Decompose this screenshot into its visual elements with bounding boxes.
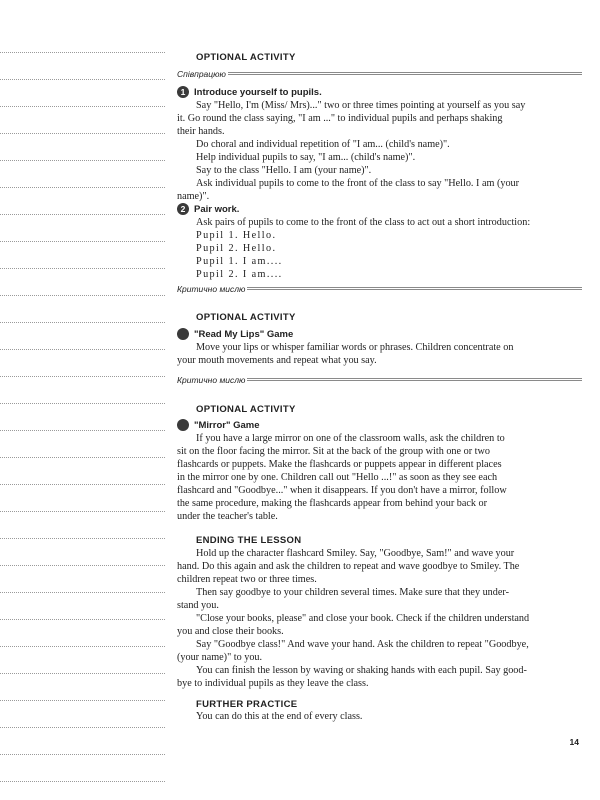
step-number-badge: 2 (177, 203, 189, 215)
text-line: Ask pairs of pupils to come to the front of the class to act out a short introduction: (196, 217, 531, 228)
text-line: the same procedure, making the flashcards appear from behind your back or (177, 498, 488, 509)
text-line: Say to the class "Hello. I am (your name)". (196, 165, 372, 176)
note-line (0, 457, 165, 458)
text-line: Then say goodbye to your children several times. Make sure that they under- (196, 587, 509, 598)
text-line: hand. Do this again and ask the children to repeat and wave goodbye to Smiley. The (177, 561, 520, 572)
dialogue-line: Pupil 2. Hello. (196, 243, 277, 254)
note-line (0, 106, 165, 107)
divider-bar (228, 72, 582, 76)
section-divider (177, 69, 582, 79)
text-line: in the mirror one by one. Children call out "Hello ...!" as soon as they see each (177, 472, 498, 483)
note-line (0, 187, 165, 188)
note-line (0, 727, 165, 728)
note-line (0, 403, 165, 404)
text-line: flashcards or puppets. Make the flashcards or puppets appear in different places (177, 459, 502, 470)
note-line (0, 160, 165, 161)
page-number: 14 (569, 737, 579, 747)
text-line: Hold up the character flashcard Smiley. Say, "Goodbye, Sam!" and wave your (196, 548, 515, 559)
ending-body (177, 548, 582, 693)
page-content (177, 0, 582, 800)
section-heading: OPTIONAL ACTIVITY (196, 312, 296, 323)
note-line (0, 349, 165, 350)
step-number-badge: 1 (177, 86, 189, 98)
note-line (0, 781, 165, 782)
bullet-badge (177, 419, 189, 431)
text-line: sit on the floor facing the mirror. Sit at the back of the group with one or two (177, 446, 490, 457)
text-line: If you have a large mirror on one of the classroom walls, ask the children to (196, 433, 505, 444)
note-line (0, 484, 165, 485)
text-line: Help individual pupils to say, "I am... (child's name)". (196, 152, 416, 163)
activity-name: "Mirror" Game (194, 419, 260, 431)
text-line: flashcard and "Goodbye..." when it disappears. If you don't have a mirror, follow (177, 485, 507, 496)
text-line: it. Go round the class saying, "I am ..." to individual pupils and perhaps shaking (177, 113, 503, 124)
text-line: You can do this at the end of every class. (196, 711, 363, 722)
note-line (0, 322, 165, 323)
divider-label: Співпрацюю (177, 69, 226, 79)
text-line: Say "Hello, I'm (Miss/ Mrs)..." two or three times pointing at yourself as you say (196, 100, 526, 111)
text-line: children repeat two or three times. (177, 574, 317, 585)
note-line (0, 592, 165, 593)
activity-body (177, 342, 582, 368)
note-line (0, 646, 165, 647)
text-line: Ask individual pupils to come to the front of the class to say "Hello. I am (your (196, 178, 520, 189)
dialogue-line: Pupil 1. I am.... (196, 256, 283, 267)
text-line: their hands. (177, 126, 225, 137)
note-line (0, 700, 165, 701)
section-heading: ENDING THE LESSON (196, 535, 302, 546)
step-title: Introduce yourself to pupils. (194, 86, 322, 98)
text-line: bye to individual pupils as they leave the class. (177, 678, 369, 689)
note-line (0, 52, 165, 53)
divider-label: Критично мислю (177, 284, 246, 294)
step-2-body (177, 217, 582, 282)
notes-margin (0, 0, 165, 800)
dialogue-line: Pupil 2. I am.... (196, 269, 283, 280)
note-line (0, 619, 165, 620)
text-line: (your name)" to you. (177, 652, 263, 663)
text-line: Say "Goodbye class!" And wave your hand. Ask the children to repeat "Goodbye, (196, 639, 529, 650)
text-line: name)". (177, 191, 210, 202)
dialogue-line: Pupil 1. Hello. (196, 230, 277, 241)
note-line (0, 565, 165, 566)
note-line (0, 430, 165, 431)
note-line (0, 133, 165, 134)
note-line (0, 214, 165, 215)
divider-label: Критично мислю (177, 375, 246, 385)
section-divider (177, 375, 582, 385)
note-line (0, 79, 165, 80)
step-1-title (177, 86, 322, 98)
step-1-body (177, 100, 582, 205)
section-heading: OPTIONAL ACTIVITY (196, 52, 296, 63)
note-line (0, 754, 165, 755)
text-line: "Close your books, please" and close your book. Check if the children understand (196, 613, 530, 624)
note-line (0, 511, 165, 512)
text-line: Move your lips or whisper familiar words or phrases. Children concentrate on (196, 342, 514, 353)
bullet-badge (177, 328, 189, 340)
text-line: under the teacher's table. (177, 511, 278, 522)
note-line (0, 538, 165, 539)
note-line (0, 295, 165, 296)
section-heading: OPTIONAL ACTIVITY (196, 404, 296, 415)
text-line: You can finish the lesson by waving or shaking hands with each pupil. Say good- (196, 665, 527, 676)
text-line: stand you. (177, 600, 219, 611)
text-line: you and close their books. (177, 626, 284, 637)
activity-body (177, 433, 582, 528)
section-heading: FURTHER PRACTICE (196, 699, 298, 710)
text-line: your mouth movements and repeat what you say. (177, 355, 377, 366)
divider-bar (247, 287, 582, 291)
step-2-title (177, 203, 239, 215)
step-title: Pair work. (194, 203, 240, 215)
note-line (0, 673, 165, 674)
note-line (0, 376, 165, 377)
section-divider (177, 284, 582, 294)
note-line (0, 268, 165, 269)
text-line: Do choral and individual repetition of "I am... (child's name)". (196, 139, 450, 150)
note-line (0, 241, 165, 242)
divider-bar (247, 378, 582, 382)
activity-name: "Read My Lips" Game (194, 328, 294, 340)
activity-title (177, 328, 293, 340)
activity-title (177, 419, 260, 431)
